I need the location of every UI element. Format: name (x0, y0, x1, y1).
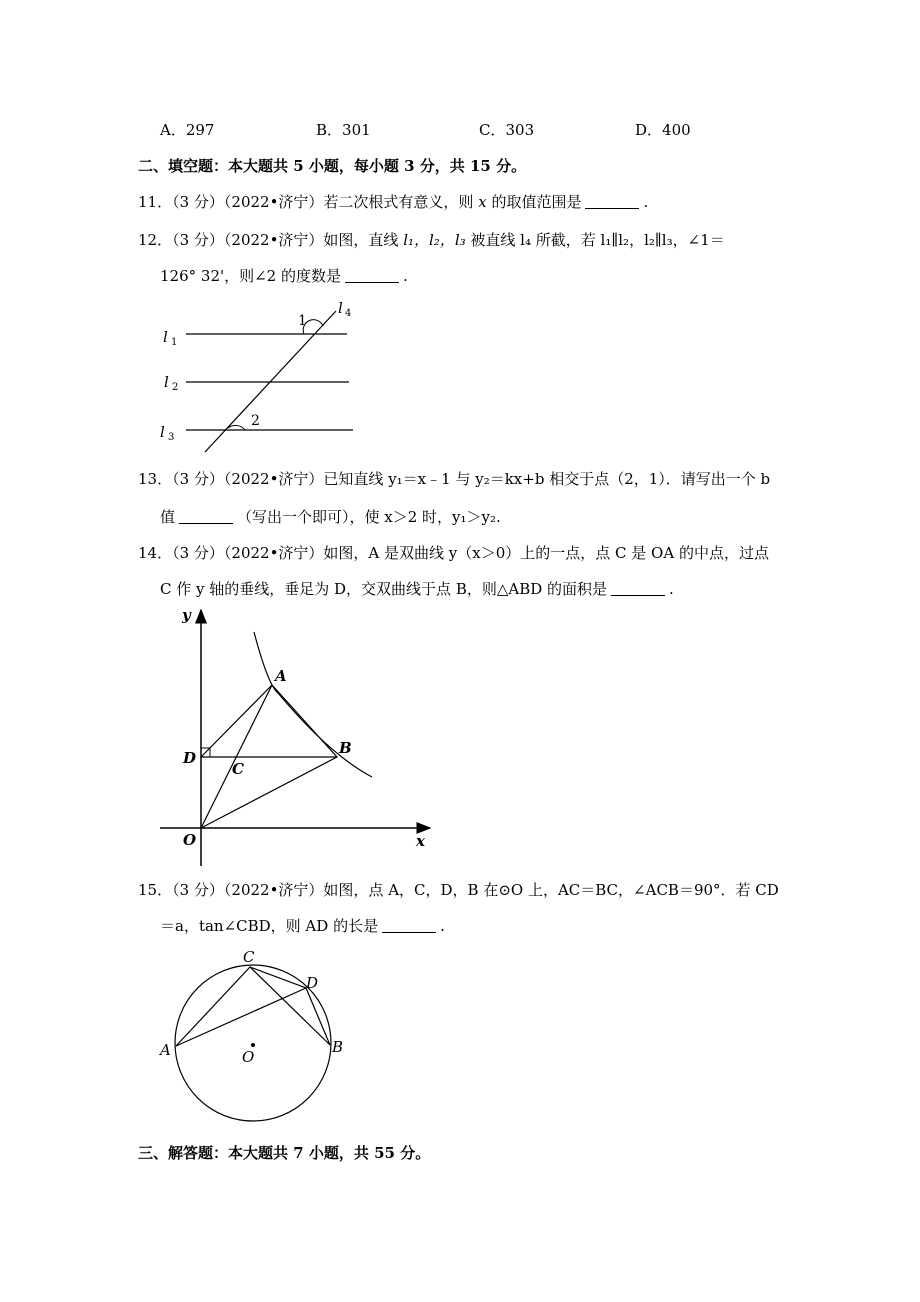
label-y-axis: y (182, 606, 191, 624)
label-angle-2: 2 (251, 413, 260, 429)
question-13-line-1: 13．（3 分）（2022•济宁）已知直线 y₁＝x﹣1 与 y₂＝kx+b 相交于点（2，1）．请写出一个 b (138, 470, 771, 488)
question-14-line-2: C 作 y 轴的垂线，垂足为 D，交双曲线于点 B，则△ABD 的面积是 . (160, 580, 674, 598)
question-11: 11．（3 分）（2022•济宁）若二次根式有意义，则 x 的取值范围是 . (138, 193, 649, 211)
question-13-line-2: 值 （写出一个即可），使 x＞2 时，y₁＞y₂. (160, 508, 501, 526)
label-l3: l (160, 423, 165, 441)
label-b: B (332, 1038, 344, 1056)
label-l1: l (163, 328, 168, 346)
question-12-line-2: 126° 32'，则∠2 的度数是 . (160, 267, 408, 285)
label-a: A (275, 667, 287, 685)
question-14-line-1: 14．（3 分）（2022•济宁）如图，A 是双曲线 y（x＞0）上的一点，点 C 是 OA 的中点，过点 (138, 544, 769, 562)
question-15-line-2: ＝a，tan∠CBD，则 AD 的长是 . (160, 917, 445, 935)
label-l4: l (338, 299, 343, 317)
option-a: A．297 (160, 121, 215, 139)
label-l2: l (164, 373, 169, 391)
option-d: D．400 (635, 121, 691, 139)
label-angle-1: 1 (298, 313, 307, 329)
svg-text:2: 2 (172, 382, 179, 393)
svg-text:1: 1 (171, 337, 178, 348)
label-b: B (339, 739, 352, 757)
label-x-axis: x (416, 832, 425, 850)
label-o: O (183, 831, 197, 849)
label-d: D (306, 974, 319, 992)
label-c: C (232, 760, 244, 778)
section-2-heading: 二、填空题：本大题共 5 小题，每小题 3 分，共 15 分。 (138, 157, 527, 175)
question-12-line-1: 12．（3 分）（2022•济宁）如图，直线 l₁，l₂，l₃ 被直线 l₄ 所截，若 l₁∥l₂，l₂∥l₃，∠1＝ (138, 231, 725, 249)
svg-text:4: 4 (345, 308, 352, 319)
svg-text:3: 3 (168, 432, 175, 443)
label-c: C (243, 948, 255, 966)
label-o: O (242, 1048, 255, 1066)
label-d: D (183, 749, 197, 767)
option-c: C．303 (479, 121, 535, 139)
label-a: A (160, 1041, 171, 1059)
section-3-heading: 三、解答题：本大题共 7 小题，共 55 分。 (138, 1144, 431, 1162)
question-15-line-1: 15．（3 分）（2022•济宁）如图，点 A，C，D，B 在⊙O 上，AC＝BC，∠ACB＝90°．若 CD (138, 881, 779, 899)
option-b: B．301 (316, 121, 371, 139)
